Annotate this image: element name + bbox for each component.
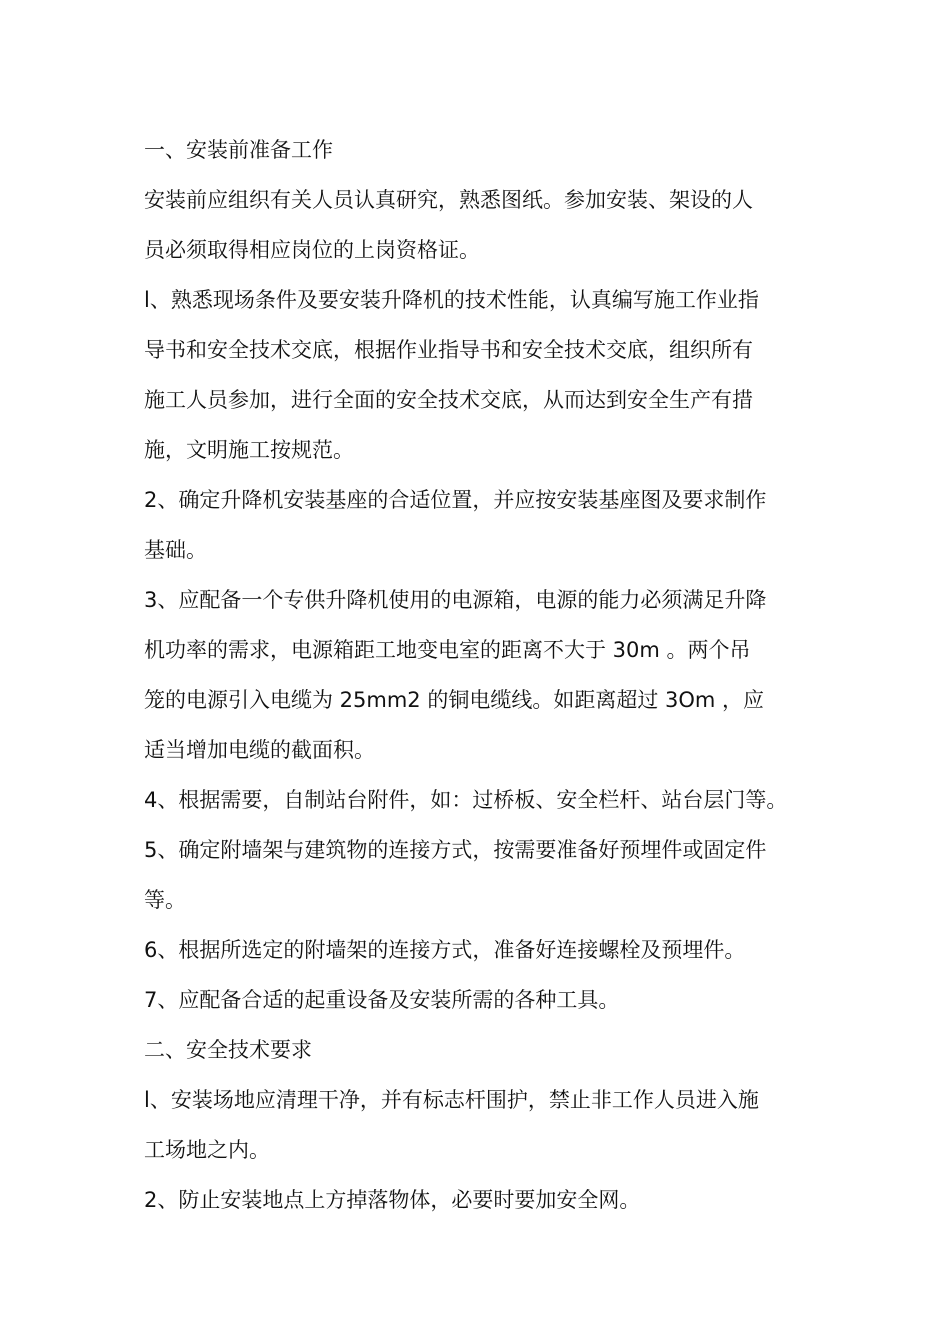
paragraph-line: 6、根据所选定的附墙架的连接方式，准备好连接螺栓及预埋件。: [144, 938, 746, 962]
paragraph-line: 适当增加电缆的截面积。: [144, 738, 375, 762]
paragraph-line: 5、确定附墙架与建筑物的连接方式，按需要准备好预埋件或固定件: [144, 838, 767, 862]
paragraph-line: 3、应配备一个专供升降机使用的电源箱，电源的能力必须满足升降: [144, 588, 767, 612]
paragraph-line: l、安装场地应清理干净，并有标志杆围护，禁止非工作人员进入施: [144, 1088, 759, 1112]
section-heading-1: 一、安装前准备工作: [144, 138, 333, 162]
paragraph-line: 7、应配备合适的起重设备及安装所需的各种工具。: [144, 988, 620, 1012]
paragraph-line: 施，文明施工按规范。: [144, 438, 354, 462]
section-heading-2: 二、安全技术要求: [144, 1038, 312, 1062]
paragraph-line: 导书和安全技术交底，根据作业指导书和安全技术交底，组织所有: [144, 338, 753, 362]
paragraph-line: 等。: [144, 888, 186, 912]
paragraph-line: 4、根据需要，自制站台附件，如：过桥板、安全栏杆、站台层门等。: [144, 788, 788, 812]
paragraph-line: l、熟悉现场条件及要安装升降机的技术性能，认真编写施工作业指: [144, 288, 759, 312]
paragraph-line: 基础。: [144, 538, 207, 562]
paragraph-line: 机功率的需求，电源箱距工地变电室的距离不大于 30m 。两个吊: [144, 638, 751, 662]
paragraph-line: 安装前应组织有关人员认真研究，熟悉图纸。参加安装、架设的人: [144, 188, 753, 212]
paragraph-line: 2、防止安装地点上方掉落物体，必要时要加安全网。: [144, 1188, 641, 1212]
paragraph-line: 笼的电源引入电缆为 25mm2 的铜电缆线。如距离超过 3Om ，应: [144, 688, 765, 712]
paragraph-line: 工场地之内。: [144, 1138, 270, 1162]
paragraph-line: 2、确定升降机安装基座的合适位置，并应按安装基座图及要求制作: [144, 488, 767, 512]
paragraph-line: 员必须取得相应岗位的上岗资格证。: [144, 238, 480, 262]
paragraph-line: 施工人员参加，进行全面的安全技术交底，从而达到安全生产有措: [144, 388, 753, 412]
